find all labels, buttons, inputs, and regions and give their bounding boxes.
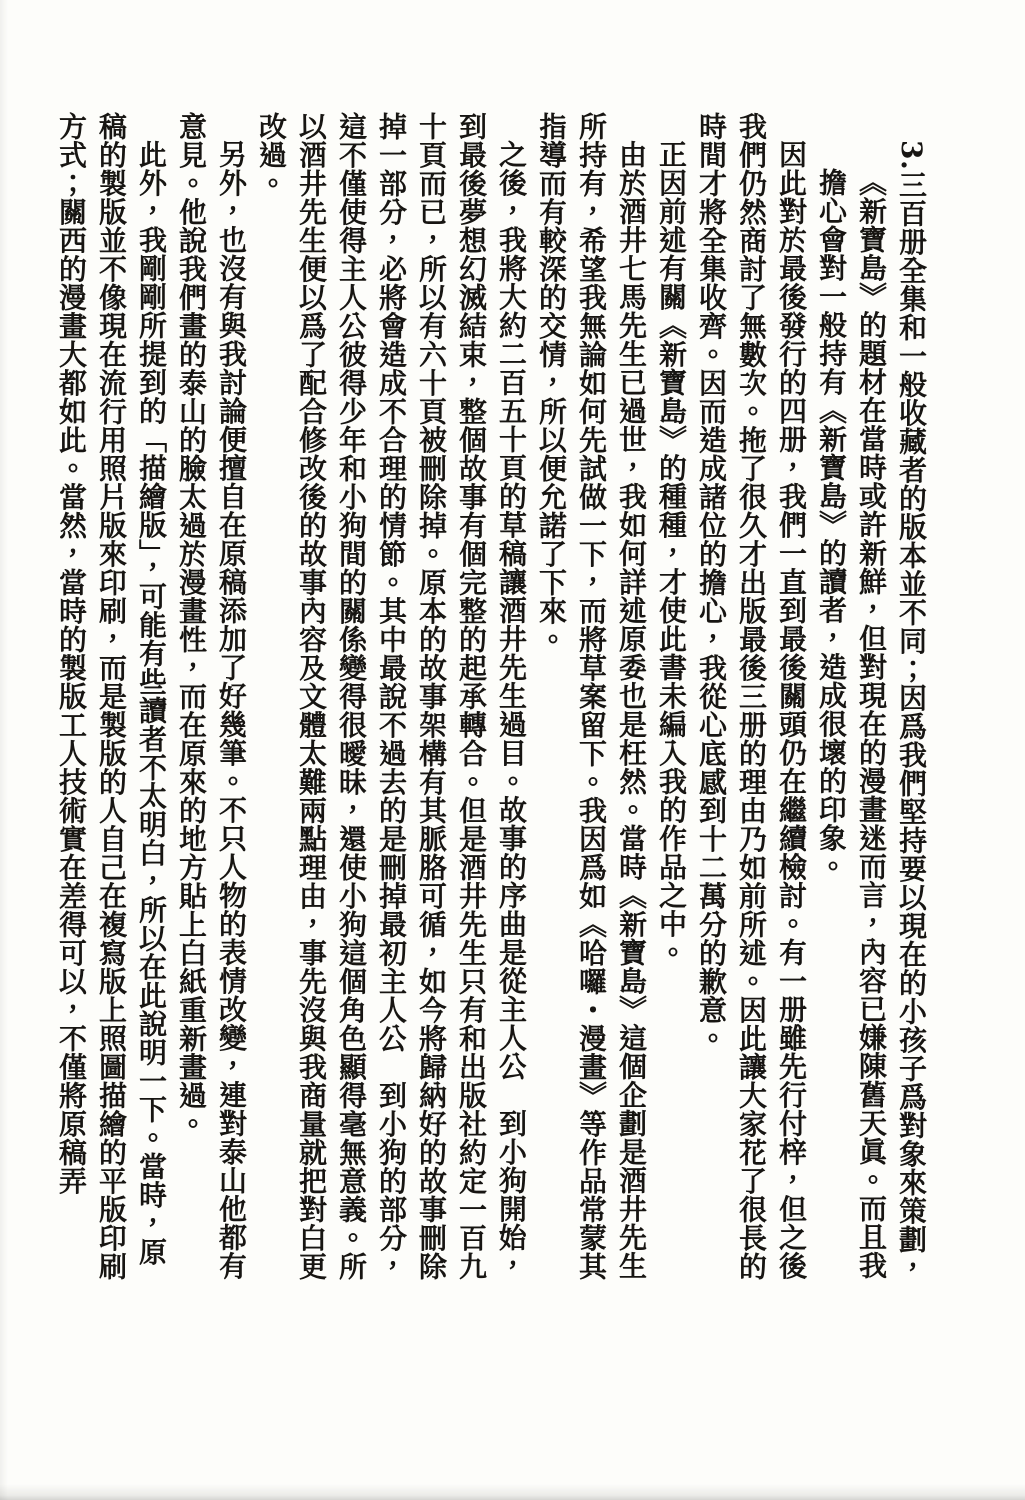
page-edge-shadow-left <box>0 0 8 1500</box>
page-edge-shadow-bottom <box>0 1484 1025 1500</box>
paragraph: 之後，我將大約二百五十頁的草稿讓酒井先生過目。故事的序曲是從主人公 到小狗開始，到最後夢想幻滅結束，整個故事有個完整的起承轉合。但是酒井先生只有和出版社約定一百九十頁而已，所以有六十頁被刪除掉。原本的故事架構有其脈胳可循，如今將歸納好的故事刪除掉一部分，必將會造成不合理的情節。其中最說不過去的是刪掉最初主人公 到小狗的部分，這不僅使得主人公彼得少年和小狗間的關係變得很曖昧，還使小狗這個角色顯得毫無意義。所以酒井先生便以爲了配合修改後的故事內容及文體太難兩點理由，事先沒與我商量就把對白更改過。 <box>255 112 528 1281</box>
page-text-block <box>51 112 931 1290</box>
paragraph: 另外，也沒有與我討論便擅自在原稿添加了好幾筆。不只人物的表情改變，連對泰山他都有意見。他說我們畫的泰山的臉太過於漫畫性，而在原來的地方貼上白紙重新畫過。 <box>175 112 248 1280</box>
paragraph: 由於酒井七馬先生已過世，我如何詳述原委也是枉然。當時《新寶島》這個企劃是酒井先生所持有，希望我無論如何先試做一下，而將草案留下。我因爲如《哈囉・漫畫》等作品常蒙其指導而有較深的交情，所以便允諾了下來。 <box>535 112 648 1281</box>
paragraph-numbered-item: 3.三百册全集和一般收藏者的版本並不同；因爲我們堅持要以現在的小孩子爲對象來策劃，《新寶島》的題材在當時或許新鮮，但對現在的漫畫迷而言，內容已嫌陳舊天眞。而且我擔心會對一般持有《新寶島》的讀者，造成很壞的印象。 <box>815 140 928 1282</box>
paragraph: 此外，我剛剛所提到的「描繪版」，可能有些讀者不太明白，所以在此說明一下。當時，原稿的製版並不像現在流行用照片版來印刷，而是製版的人自己在複寫版上照圖描繪的平版印刷方式；關西的漫畫大都如此。當然，當時的製版工人技術實在差得可以，不僅將原稿弄 <box>55 112 168 1281</box>
paragraph: 正因前述有關《新寶島》的種種，才使此書未編入我的作品之中。 <box>655 140 688 967</box>
paragraph: 因此對於最後發行的四册，我們一直到最後關頭仍在繼續檢討。有一册雖先行付梓，但之後我們仍然商討了無數次。拖了很久才出版最後三册的理由乃如前所述。因此讓大家花了很長的時間才將全集收齊。因而造成諸位的擔心，我從心底感到十二萬分的歉意。 <box>695 112 808 1281</box>
